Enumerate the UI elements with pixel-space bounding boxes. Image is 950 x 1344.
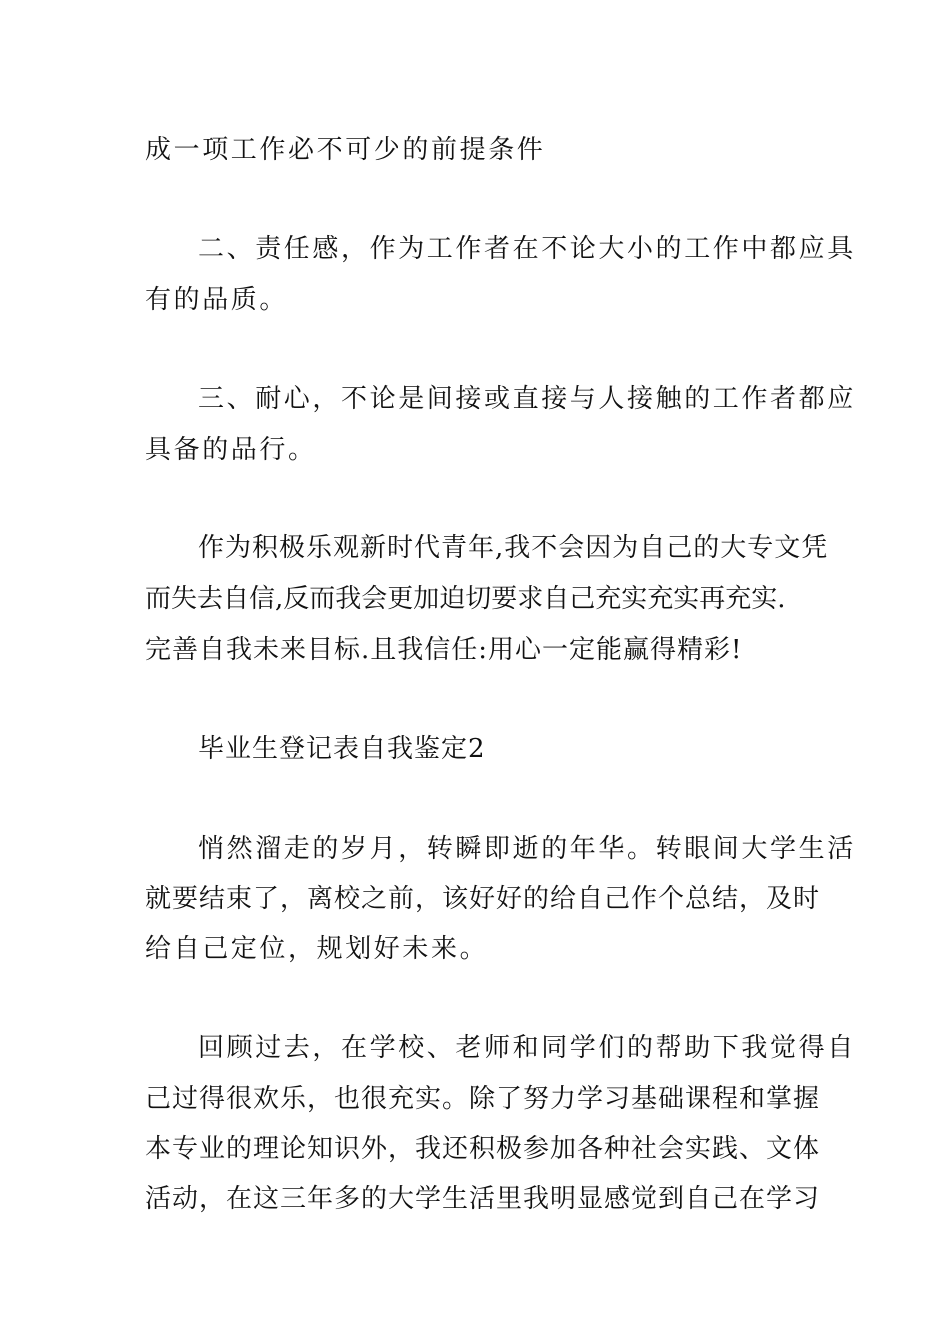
text-line-8: 完善自我未来目标.且我信任:用心一定能赢得精彩! xyxy=(145,635,743,665)
text-line-4: 三、耐心，不论是间接或直接与人接触的工作者都应 xyxy=(198,384,856,414)
text-line-16: 活动，在这三年多的大学生活里我明显感觉到自己在学习 xyxy=(145,1184,821,1214)
text-line-2: 二、责任感，作为工作者在不论大小的工作中都应具 xyxy=(198,234,856,264)
text-line-5: 具备的品行。 xyxy=(145,435,317,465)
text-line-10: 悄然溜走的岁月，转瞬即逝的年华。转眼间大学生活 xyxy=(198,834,856,864)
text-line-15: 本专业的理论知识外，我还积极参加各种社会实践、文体 xyxy=(145,1134,821,1164)
text-line-6: 作为积极乐观新时代青年,我不会因为自己的大专文凭 xyxy=(198,533,829,563)
text-line-13: 回顾过去，在学校、老师和同学们的帮助下我觉得自 xyxy=(198,1033,856,1063)
text-line-12: 给自己定位，规划好未来。 xyxy=(145,934,489,964)
text-line-1: 成一项工作必不可少的前提条件 xyxy=(145,135,546,165)
text-line-14: 己过得很欢乐，也很充实。除了努力学习基础课程和掌握 xyxy=(145,1084,821,1114)
text-line-7: 而失去自信,反而我会更加迫切要求自己充实充实再充实. xyxy=(145,584,786,614)
section-heading: 毕业生登记表自我鉴定2 xyxy=(198,734,486,764)
text-line-3: 有的品质。 xyxy=(145,285,289,315)
text-line-11: 就要结束了，离校之前，该好好的给自己作个总结，及时 xyxy=(145,884,821,914)
